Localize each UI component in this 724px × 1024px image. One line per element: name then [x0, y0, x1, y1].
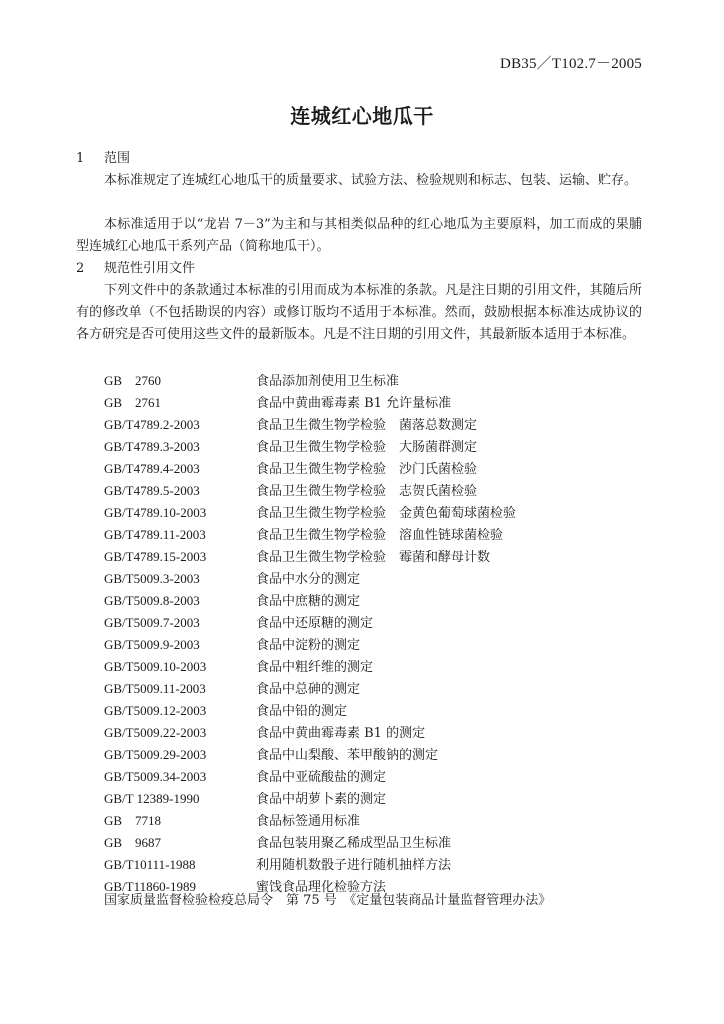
reference-item	[104, 678, 516, 700]
reference-name: 食品中淀粉的测定	[256, 638, 361, 653]
reference-name: 食品中粗纤维的测定	[256, 660, 374, 675]
reference-name: 食品中庶糖的测定	[256, 594, 361, 609]
reference-item	[104, 744, 516, 766]
reference-item	[104, 370, 516, 392]
reference-code: GB/T10111-1988	[104, 857, 196, 872]
reference-code: GB/T5009.9-2003	[104, 637, 200, 652]
reference-code: GB 9687	[104, 835, 162, 850]
scope-paragraph-2: 本标准适用于以“龙岩 7－3”为主和与其相类似品种的红心地瓜为主要原料，加工而成的果脯型连城红心地瓜干系列产品（简称地瓜干）。	[76, 217, 642, 254]
page-title: 连城红心地瓜干	[290, 104, 434, 128]
reference-name: 食品卫生微生物学检验 沙门氏菌检验	[256, 462, 478, 477]
reference-item	[104, 436, 516, 458]
reference-name: 食品中铅的测定	[256, 704, 348, 719]
reference-code: GB/T4789.3-2003	[104, 439, 200, 454]
reference-name: 食品中山梨酸、苯甲酸钠的测定	[256, 748, 439, 763]
normative-paragraph: 下列文件中的条款通过本标准的引用而成为本标准的条款。凡是注日期的引用文件，其随后所有的修改单（不包括勘误的内容）或修订版均不适用于本标准。然而，鼓励根据本标准达成协议的各方研究是否可使用这些文件的最新版本。凡是不注日期的引用文件，其最新版本适用于本标准。	[76, 283, 642, 342]
section-1-heading	[76, 148, 130, 170]
reference-item	[104, 656, 516, 678]
reference-item	[104, 810, 516, 832]
document-code: DB35／T102.7－2005	[500, 56, 642, 72]
section-1-title: 范围	[104, 151, 131, 166]
reference-code: GB/T5009.3-2003	[104, 571, 200, 586]
scope-paragraph-1: 本标准规定了连城红心地瓜干的质量要求、试验方法、检验规则和标志、包装、运输、贮存。	[104, 173, 638, 188]
reference-name: 食品卫生微生物学检验 菌落总数测定	[256, 418, 478, 433]
reference-item	[104, 524, 516, 546]
reference-item	[104, 854, 516, 876]
reference-name: 食品卫生微生物学检验 大肠菌群测定	[256, 440, 478, 455]
reference-code: GB/T5009.12-2003	[104, 703, 207, 718]
reference-code: GB/T5009.34-2003	[104, 769, 207, 784]
reference-code: GB/T5009.11-2003	[104, 681, 206, 696]
reference-code: GB/T4789.15-2003	[104, 549, 207, 564]
reference-name: 利用随机数骰子进行随机抽样方法	[256, 858, 452, 873]
reference-code: GB 2761	[104, 395, 162, 410]
reference-code: GB/T5009.29-2003	[104, 747, 207, 762]
reference-code: GB/T5009.7-2003	[104, 615, 200, 630]
reference-name: 食品卫生微生物学检验 溶血性链球菌检验	[256, 528, 504, 543]
reference-code: GB/T 12389-1990	[104, 791, 200, 806]
reference-item	[104, 458, 516, 480]
reference-name: 食品中还原糖的测定	[256, 616, 374, 631]
reference-name: 蜜饯食品理化检验方法	[256, 880, 387, 895]
reference-name: 食品中亚硫酸盐的测定	[256, 770, 387, 785]
reference-code: GB/T4789.5-2003	[104, 483, 200, 498]
section-2-heading	[76, 258, 195, 280]
reference-item	[104, 722, 516, 744]
reference-code: GB/T4789.10-2003	[104, 505, 207, 520]
reference-item	[104, 546, 516, 568]
reference-code: GB/T5009.22-2003	[104, 725, 207, 740]
reference-code: GB/T11860-1989	[104, 879, 196, 894]
section-1-number: 1	[76, 151, 85, 166]
reference-item	[104, 480, 516, 502]
reference-code: GB/T5009.10-2003	[104, 659, 207, 674]
reference-name: 食品卫生微生物学检验 霉菌和酵母计数	[256, 550, 491, 565]
reference-item	[104, 700, 516, 722]
reference-name: 食品标签通用标准	[256, 814, 361, 829]
reference-item	[104, 612, 516, 634]
reference-code: GB 7718	[104, 813, 162, 828]
reference-name: 食品卫生微生物学检验 金黄色葡萄球菌检验	[256, 506, 517, 521]
reference-name: 食品中黄曲霉毒素 B1 允许量标准	[256, 396, 452, 411]
reference-item	[104, 766, 516, 788]
reference-item	[104, 590, 516, 612]
reference-name: 食品中黄曲霉毒素 B1 的测定	[256, 726, 426, 741]
reference-name: 食品中胡萝卜素的测定	[256, 792, 387, 807]
reference-code: GB 2760	[104, 373, 162, 388]
reference-item	[104, 392, 516, 414]
reference-item	[104, 634, 516, 656]
reference-name: 食品添加剂使用卫生标准	[256, 374, 400, 389]
reference-item	[104, 832, 516, 854]
section-2-title: 规范性引用文件	[104, 261, 196, 276]
section-2-number: 2	[76, 261, 85, 276]
reference-item	[104, 414, 516, 436]
reference-name: 食品包装用聚乙稀成型品卫生标准	[256, 836, 452, 851]
reference-code: GB/T4789.11-2003	[104, 527, 206, 542]
reference-item	[104, 568, 516, 590]
reference-item	[104, 788, 516, 810]
reference-name: 食品中水分的测定	[256, 572, 361, 587]
reference-item	[104, 502, 516, 524]
reference-name: 食品中总砷的测定	[256, 682, 361, 697]
reference-code: GB/T4789.4-2003	[104, 461, 200, 476]
reference-code: GB/T5009.8-2003	[104, 593, 200, 608]
reference-name: 食品卫生微生物学检验 志贺氏菌检验	[256, 484, 478, 499]
final-reference: 国家质量监督检验检疫总局令 第 75 号 《定量包装商品计量监督管理办法》	[104, 893, 552, 908]
reference-code: GB/T4789.2-2003	[104, 417, 200, 432]
reference-list	[104, 370, 516, 898]
